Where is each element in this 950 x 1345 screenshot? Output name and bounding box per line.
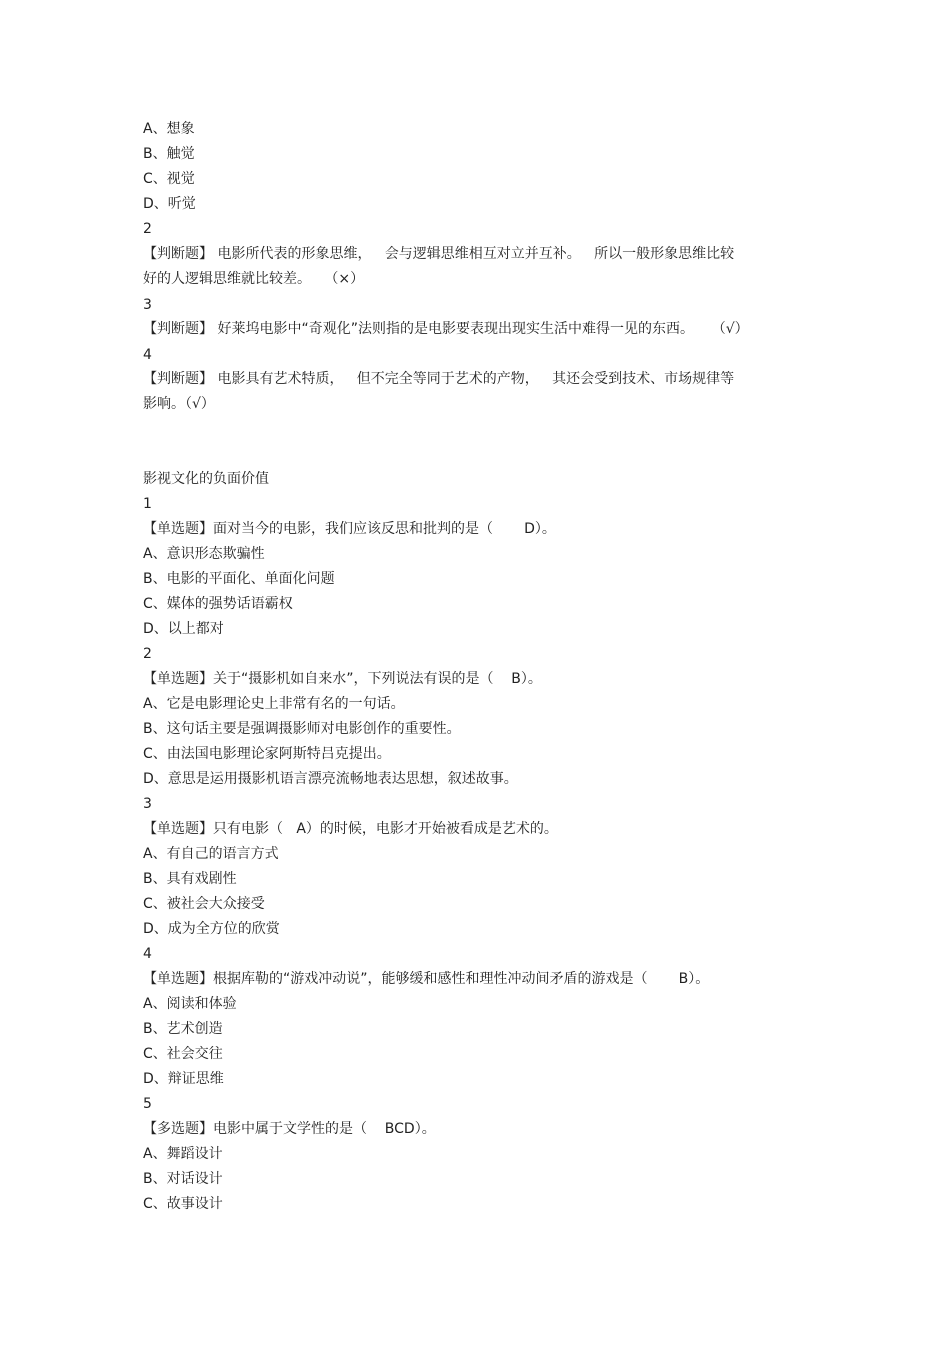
option-a: A、意识形态欺骗性 [143, 546, 265, 562]
option-c: C、由法国电影理论家阿斯特吕克提出。 [143, 746, 391, 762]
question-stem-continued: 好的人逻辑思维就比较差。 （×） [143, 271, 365, 287]
option-b: B、对话设计 [143, 1171, 223, 1187]
question-stem-continued: 影响。（√） [143, 396, 215, 412]
option-d: D、听觉 [143, 196, 196, 212]
question-stem: 【单选题】只有电影（ A）的时候，电影才开始被看成是艺术的。 [143, 821, 558, 837]
option-c: C、被社会大众接受 [143, 896, 265, 912]
option-a: A、它是电影理论史上非常有名的一句话。 [143, 696, 405, 712]
question-number: 3 [143, 297, 152, 313]
question-stem: 【判断题】 电影具有艺术特质， 但不完全等同于艺术的产物， 其还会受到技术、市场规律等 [143, 371, 735, 387]
question-number: 3 [143, 796, 152, 812]
option-b: B、艺术创造 [143, 1021, 223, 1037]
question-number: 4 [143, 946, 152, 962]
option-d: D、成为全方位的欣赏 [143, 921, 280, 937]
option-c: C、媒体的强势话语霸权 [143, 596, 293, 612]
option-b: B、触觉 [143, 146, 195, 162]
question-stem: 【单选题】关于“摄影机如自来水”，下列说法有误的是（ B）。 [143, 671, 542, 687]
question-stem: 【判断题】 好莱坞电影中“奇观化”法则指的是电影要表现出现实生活中难得一见的东西。 （√） [143, 321, 749, 337]
section-title: 影视文化的负面价值 [143, 471, 269, 487]
option-c: C、视觉 [143, 171, 195, 187]
option-b: B、电影的平面化、单面化问题 [143, 571, 335, 587]
question-stem: 【单选题】根据库勒的“游戏冲动说”，能够缓和感性和理性冲动间矛盾的游戏是（ B）。 [143, 971, 710, 987]
question-stem: 【多选题】电影中属于文学性的是（ BCD）。 [143, 1121, 436, 1137]
question-number: 2 [143, 646, 152, 662]
option-b: B、具有戏剧性 [143, 871, 237, 887]
option-d: D、以上都对 [143, 621, 224, 637]
question-number: 5 [143, 1096, 152, 1112]
question-number: 1 [143, 496, 152, 512]
option-d: D、辩证思维 [143, 1071, 224, 1087]
option-a: A、想象 [143, 121, 195, 137]
option-a: A、舞蹈设计 [143, 1146, 223, 1162]
option-a: A、有自己的语言方式 [143, 846, 279, 862]
question-stem: 【判断题】 电影所代表的形象思维， 会与逻辑思维相互对立并互补。 所以一般形象思维比较 [143, 246, 735, 262]
question-number: 4 [143, 347, 152, 363]
option-d: D、意思是运用摄影机语言漂亮流畅地表达思想，叙述故事。 [143, 771, 518, 787]
option-c: C、故事设计 [143, 1196, 223, 1212]
question-stem: 【单选题】面对当今的电影，我们应该反思和批判的是（ D）。 [143, 521, 556, 537]
option-c: C、社会交往 [143, 1046, 223, 1062]
option-b: B、这句话主要是强调摄影师对电影创作的重要性。 [143, 721, 461, 737]
question-number: 2 [143, 221, 152, 237]
option-a: A、阅读和体验 [143, 996, 237, 1012]
